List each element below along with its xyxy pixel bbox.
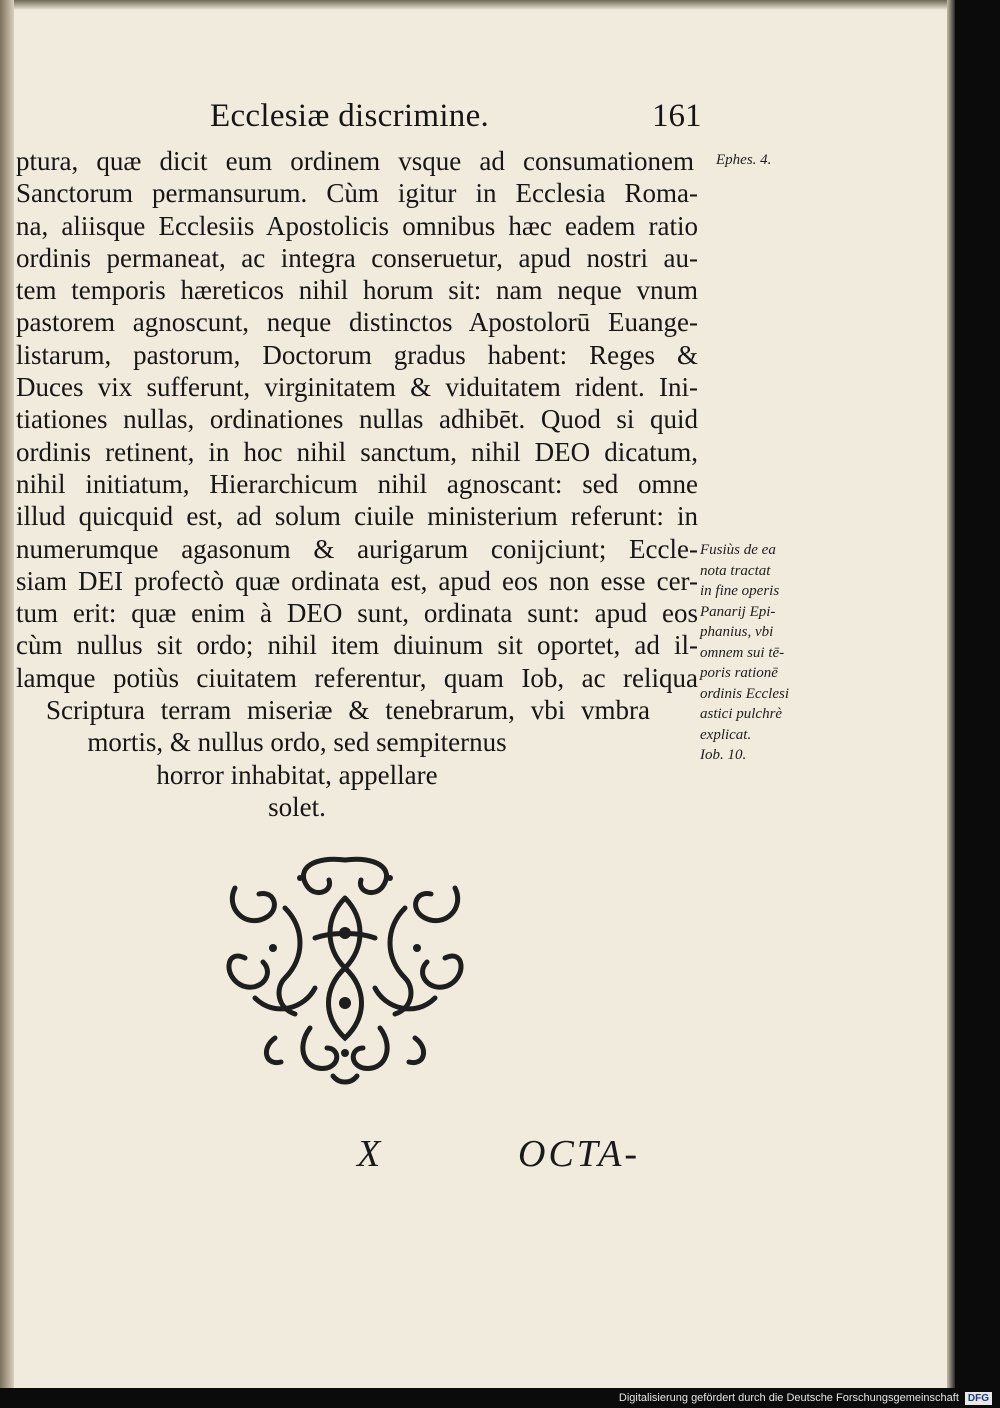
page-edge-top — [0, 0, 955, 10]
marginal-note-line: astici pulchrè — [700, 706, 783, 722]
text-line: mortis, & nullus ordo, sed sempiternus — [87, 727, 507, 758]
page-edge-left — [0, 0, 14, 1388]
text-line: lamque potiùs ciuitatem referentur, quam Iob, ac reliqua — [16, 662, 698, 693]
marginal-note-line: nota tractat — [700, 562, 771, 579]
marginal-note-line: phanius, vbi — [700, 624, 774, 640]
body-text — [16, 145, 698, 823]
text-line: pastorem agnoscunt, neque distinctos Apostolorū Euange- — [16, 307, 698, 338]
marginal-note-line: in fine operis — [700, 583, 780, 599]
marginal-note-line: explicat. — [700, 726, 752, 743]
text-line: ordinis retinent, in hoc nihil sanctum, nihil DEO dicatum, — [16, 436, 698, 467]
page-number: 161 — [652, 98, 702, 134]
footer-credit — [619, 1389, 992, 1407]
marginal-note-line: omnem sui tē- — [700, 644, 785, 661]
marginal-note-line: Fusiùs de ea — [700, 542, 776, 558]
text-line: tiationes nullas, ordinationes nullas adhibēt. Quod si quid — [16, 404, 698, 435]
text-line: nihil initiatum, Hierarchicum nihil agnoscant: sed omne — [16, 468, 698, 499]
text-line: ptura, quæ dicit eum ordinem vsque ad consumationem — [16, 146, 694, 176]
catchword: OCTA- — [518, 1133, 640, 1175]
marginal-note-ephesians: Ephes. 4. — [716, 152, 772, 168]
text-line: cùm nullus sit ordo; nihil item diuinum sit oportet, ad il- — [16, 630, 698, 661]
running-head: Ecclesiæ discrimine. — [210, 98, 490, 134]
page-edge-right — [947, 0, 955, 1388]
text-line: siam DEI profectò quæ ordinata est, apud eos non esse cer- — [16, 565, 698, 596]
text-line: tem temporis hæreticos nihil horum sit: nam neque vnum — [16, 275, 698, 306]
marginal-note — [700, 540, 815, 766]
text-line: numerumque agasonum & aurigarum conijciunt; Eccle- — [16, 533, 698, 564]
text-line: tum erit: quæ enim à DEO sunt, ordinata sunt: apud eos — [16, 598, 698, 629]
ornament-vignette — [215, 848, 475, 1088]
text-line: solet. — [268, 791, 326, 822]
text-line: Duces vix sufferunt, virginitatem & viduitatem rident. Ini- — [16, 372, 698, 403]
text-line: listarum, pastorum, Doctorum gradus habent: Reges & — [16, 339, 698, 370]
footer-credit-text: Digitalisierung gefördert durch die Deutsche Forschungsgemeinschaft — [618, 1392, 959, 1404]
signature-mark: X — [357, 1133, 381, 1175]
text-line: horror inhabitat, appellare — [156, 759, 438, 790]
marginal-note-line: Panarij Epi- — [700, 603, 776, 620]
marginal-note-line: ordinis Ecclesi — [700, 685, 790, 702]
text-line: illud quicquid est, ad solum ciuile ministerium referunt: in — [16, 501, 698, 532]
text-line: Sanctorum permansurum. Cùm igitur in Ecclesia Roma- — [16, 178, 698, 209]
dfg-logo: DFG — [965, 1392, 992, 1405]
text-line: Scriptura terram miseriæ & tenebrarum, vbi vmbra — [46, 695, 650, 726]
text-line: ordinis permaneat, ac integra conseruetur, apud nostri au- — [16, 242, 698, 273]
marginal-note-job: Iob. 10. — [700, 747, 747, 763]
text-line: na, aliisque Ecclesiis Apostolicis omnibus hæc eadem ratio — [16, 210, 698, 241]
marginal-note-line: poris rationē — [700, 665, 778, 681]
